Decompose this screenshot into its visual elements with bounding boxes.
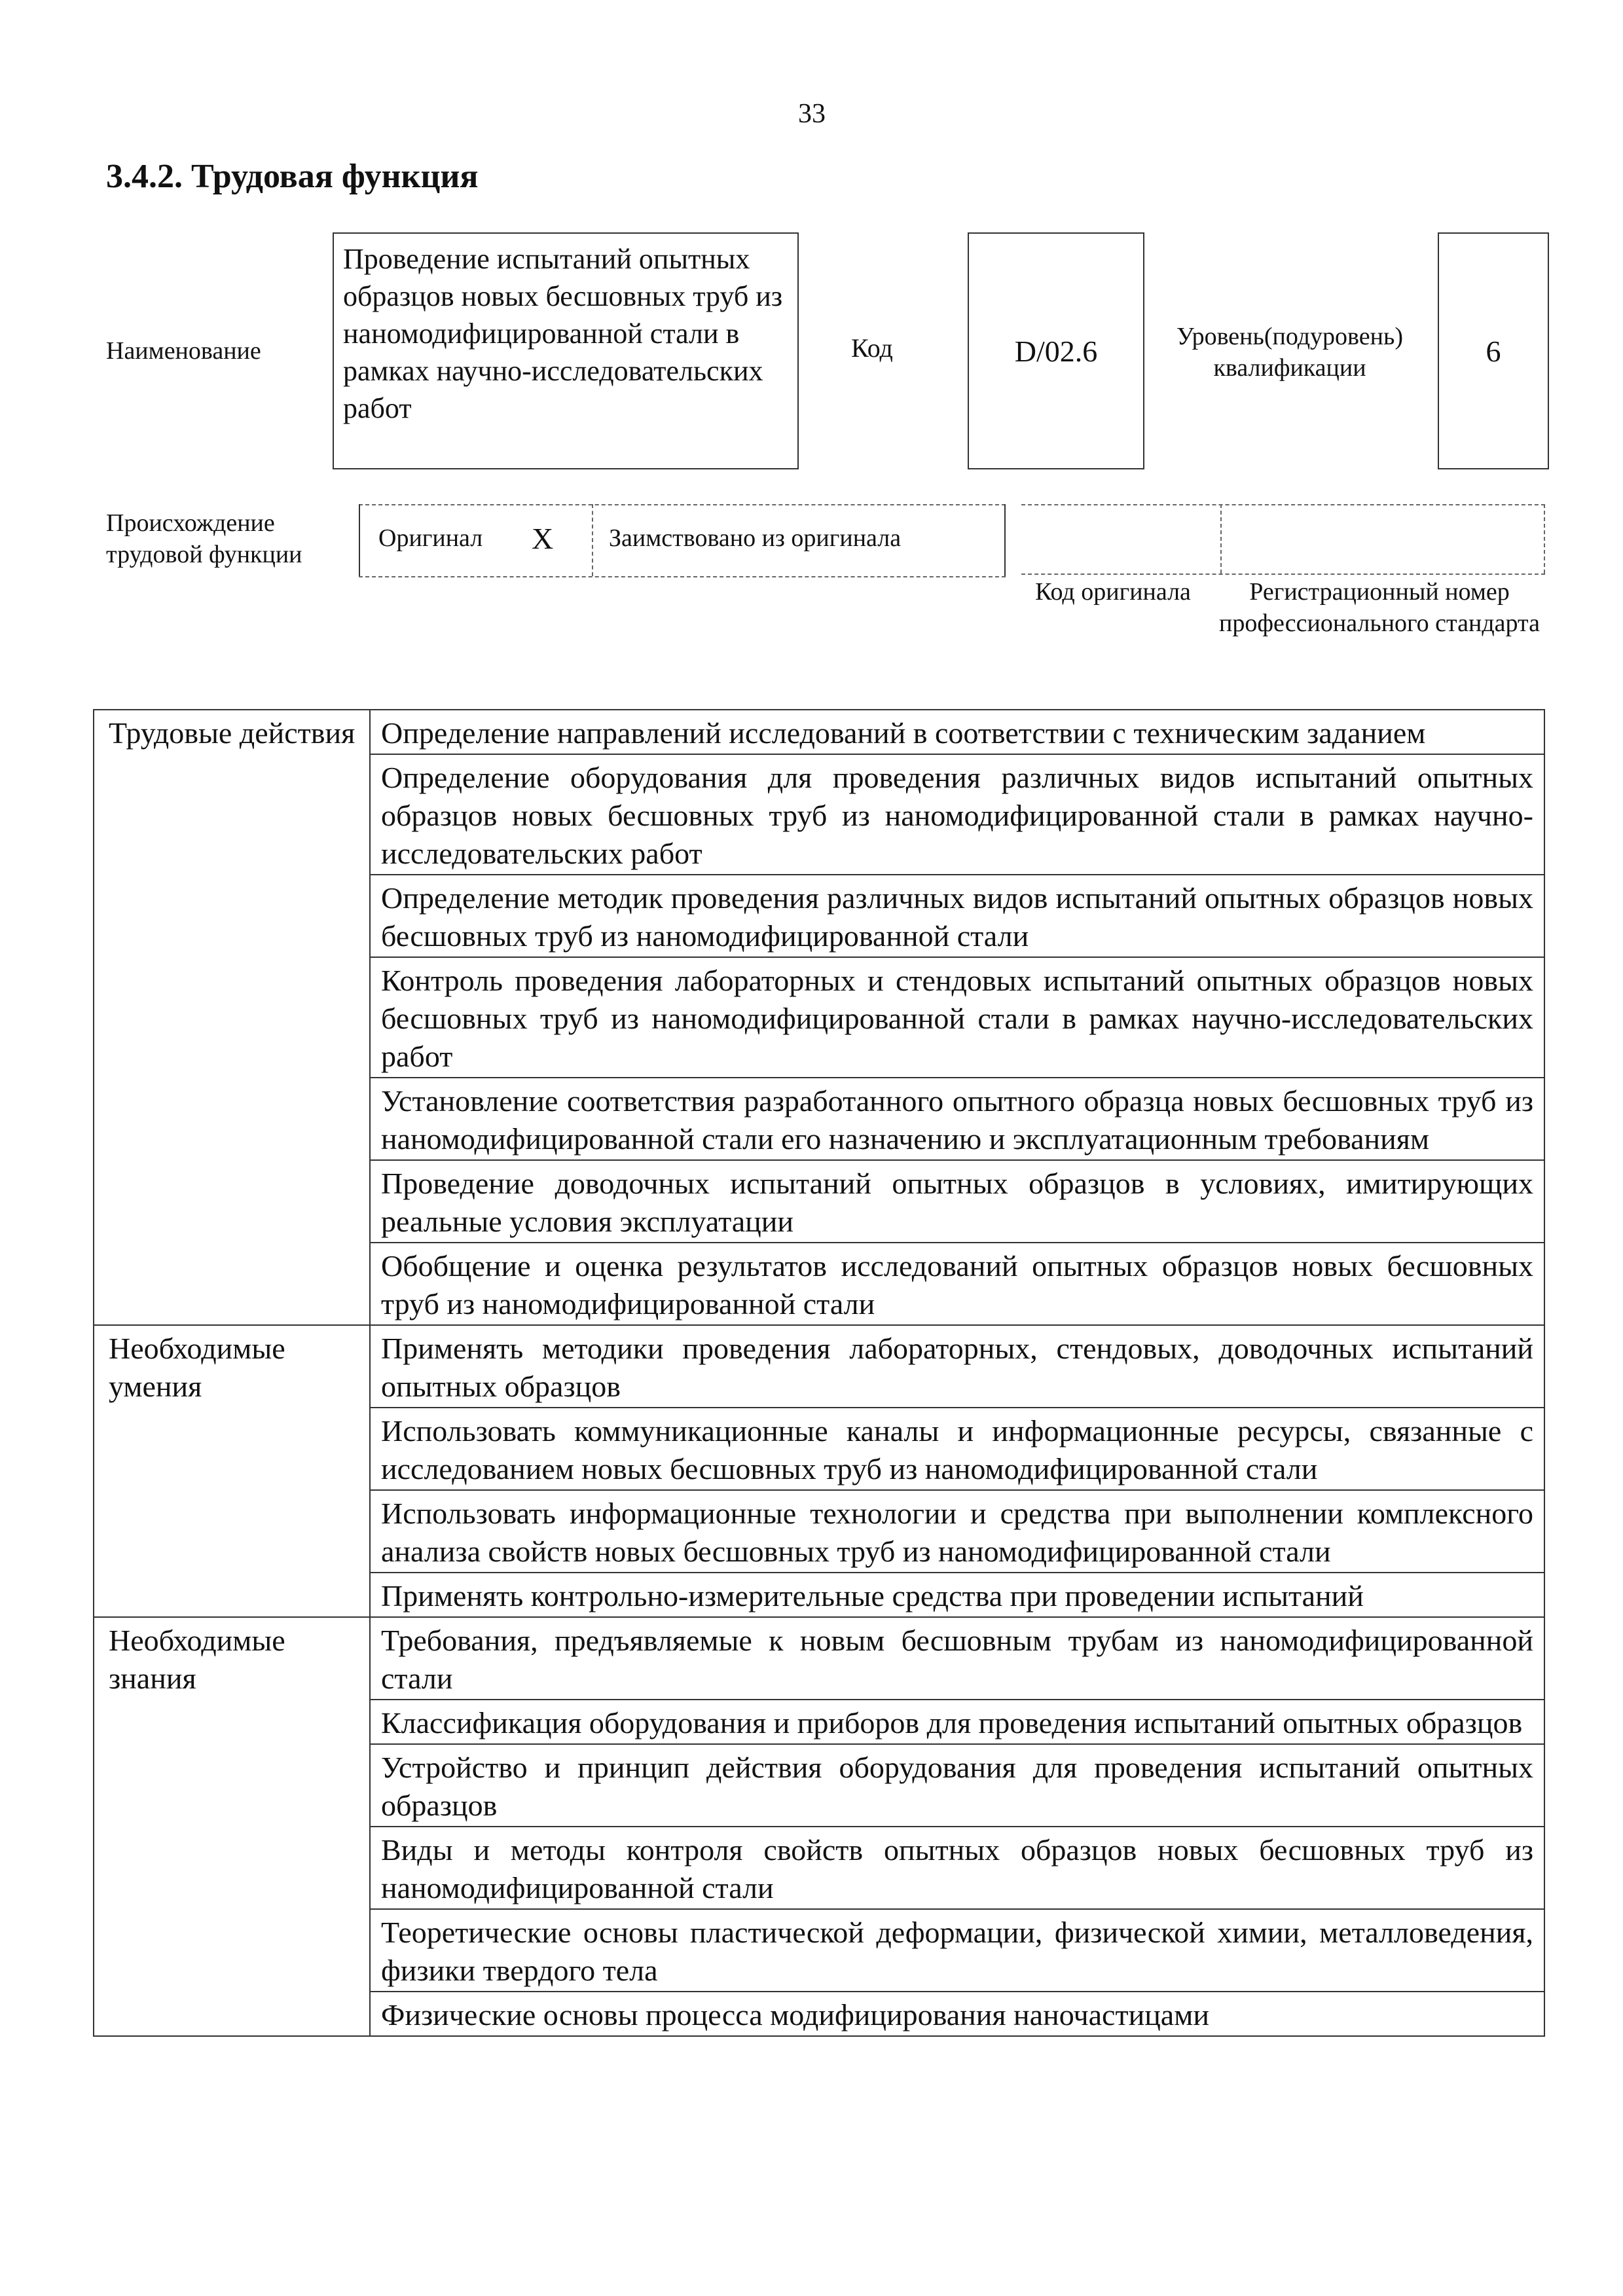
category-knowledge: Необходимые знания (94, 1617, 370, 2036)
code-original-bottom (1021, 574, 1545, 575)
borrowed-label: Заимствовано из оригинала (609, 524, 902, 552)
action-item: Контроль проведения лабораторных и стендовых испытаний опытных образцов новых бесшовных труб из наномодифицированной стали в рамках научно-исследовательских работ (370, 957, 1544, 1078)
reg-number-right (1544, 504, 1545, 574)
level-value: 6 (1486, 334, 1501, 368)
code-original-divider (1220, 504, 1222, 574)
action-item: Определение оборудования для проведения различных видов испытаний опытных образцов новых бесшовных труб из наномодифицированной стали в рамках научно-исследовательских работ (370, 754, 1544, 875)
skill-item: Применять контрольно-измерительные средства при проведении испытаний (370, 1573, 1544, 1617)
reg-number-caption: Регистрационный номер профессионального стандарта (1219, 578, 1540, 637)
knowledge-item: Классификация оборудования и приборов для проведения испытаний опытных образцов (370, 1700, 1544, 1744)
knowledge-item: Устройство и принцип действия оборудования для проведения испытаний опытных образцов (370, 1744, 1544, 1827)
knowledge-item: Физические основы процесса модифицирования наночастицами (370, 1992, 1544, 2036)
origin-label: Происхождение трудовой функции (106, 509, 302, 568)
origin-divider (592, 504, 593, 576)
knowledge-item: Требования, предъявляемые к новым бесшовным трубам из наномодифицированной стали (370, 1617, 1544, 1700)
original-label: Оригинал (378, 524, 483, 552)
level-box (1438, 232, 1549, 469)
code-box (968, 232, 1144, 469)
skill-item: Применять методики проведения лабораторных, стендовых, доводочных испытаний опытных образцов (370, 1325, 1544, 1408)
skill-item: Использовать информационные технологии и средства при выполнении комплексного анализа свойств новых бесшовных труб из наномодифицированной стали (370, 1490, 1544, 1573)
function-name-box (333, 232, 799, 469)
knowledge-item: Теоретические основы пластической деформации, физической химии, металловедения, физики твердого тела (370, 1909, 1544, 1992)
table-row (94, 1617, 1544, 1700)
code-original-top (1021, 504, 1545, 505)
origin-bottom-border (359, 576, 1006, 577)
labor-function-table (93, 709, 1545, 2037)
code-original-caption: Код оригинала (1035, 578, 1191, 606)
function-name: Проведение испытаний опытных образцов новых бесшовных труб из наномодифицированной стали в рамках научно-исследовательских работ (343, 243, 783, 424)
action-item: Определение направлений исследований в соответствии с техническим заданием (370, 710, 1544, 754)
name-label: Наименование (106, 337, 261, 365)
action-item: Определение методик проведения различных видов испытаний опытных образцов новых бесшовных труб из наномодифицированной стали (370, 875, 1544, 957)
action-item: Установление соответствия разработанного опытного образца новых бесшовных труб из наномодифицированной стали его назначению и эксплуатационным требованиям (370, 1078, 1544, 1160)
origin-top-border (359, 504, 1006, 505)
skill-item: Использовать коммуникационные каналы и информационные ресурсы, связанные с исследованием новых бесшовных труб из наномодифицированной стали (370, 1408, 1544, 1490)
category-actions: Трудовые действия (94, 710, 370, 1325)
knowledge-item: Виды и методы контроля свойств опытных образцов новых бесшовных труб из наномодифицированной стали (370, 1827, 1544, 1909)
origin-right-border (1004, 504, 1006, 576)
category-skills: Необходимые умения (94, 1325, 370, 1617)
level-label: Уровень(подуровень) квалификации (1176, 323, 1403, 382)
table-row (94, 710, 1544, 754)
section-title: 3.4.2. Трудовая функция (106, 158, 479, 195)
table-row (94, 1325, 1544, 1408)
original-mark: X (532, 522, 554, 555)
origin-left-border (359, 504, 360, 576)
action-item: Обобщение и оценка результатов исследований опытных образцов новых бесшовных труб из наномодифицированной стали (370, 1243, 1544, 1325)
code-label: Код (851, 333, 893, 363)
page-number: 33 (798, 99, 826, 129)
action-item: Проведение доводочных испытаний опытных образцов в условиях, имитирующих реальные условия эксплуатации (370, 1160, 1544, 1243)
code-value: D/02.6 (1014, 334, 1098, 368)
